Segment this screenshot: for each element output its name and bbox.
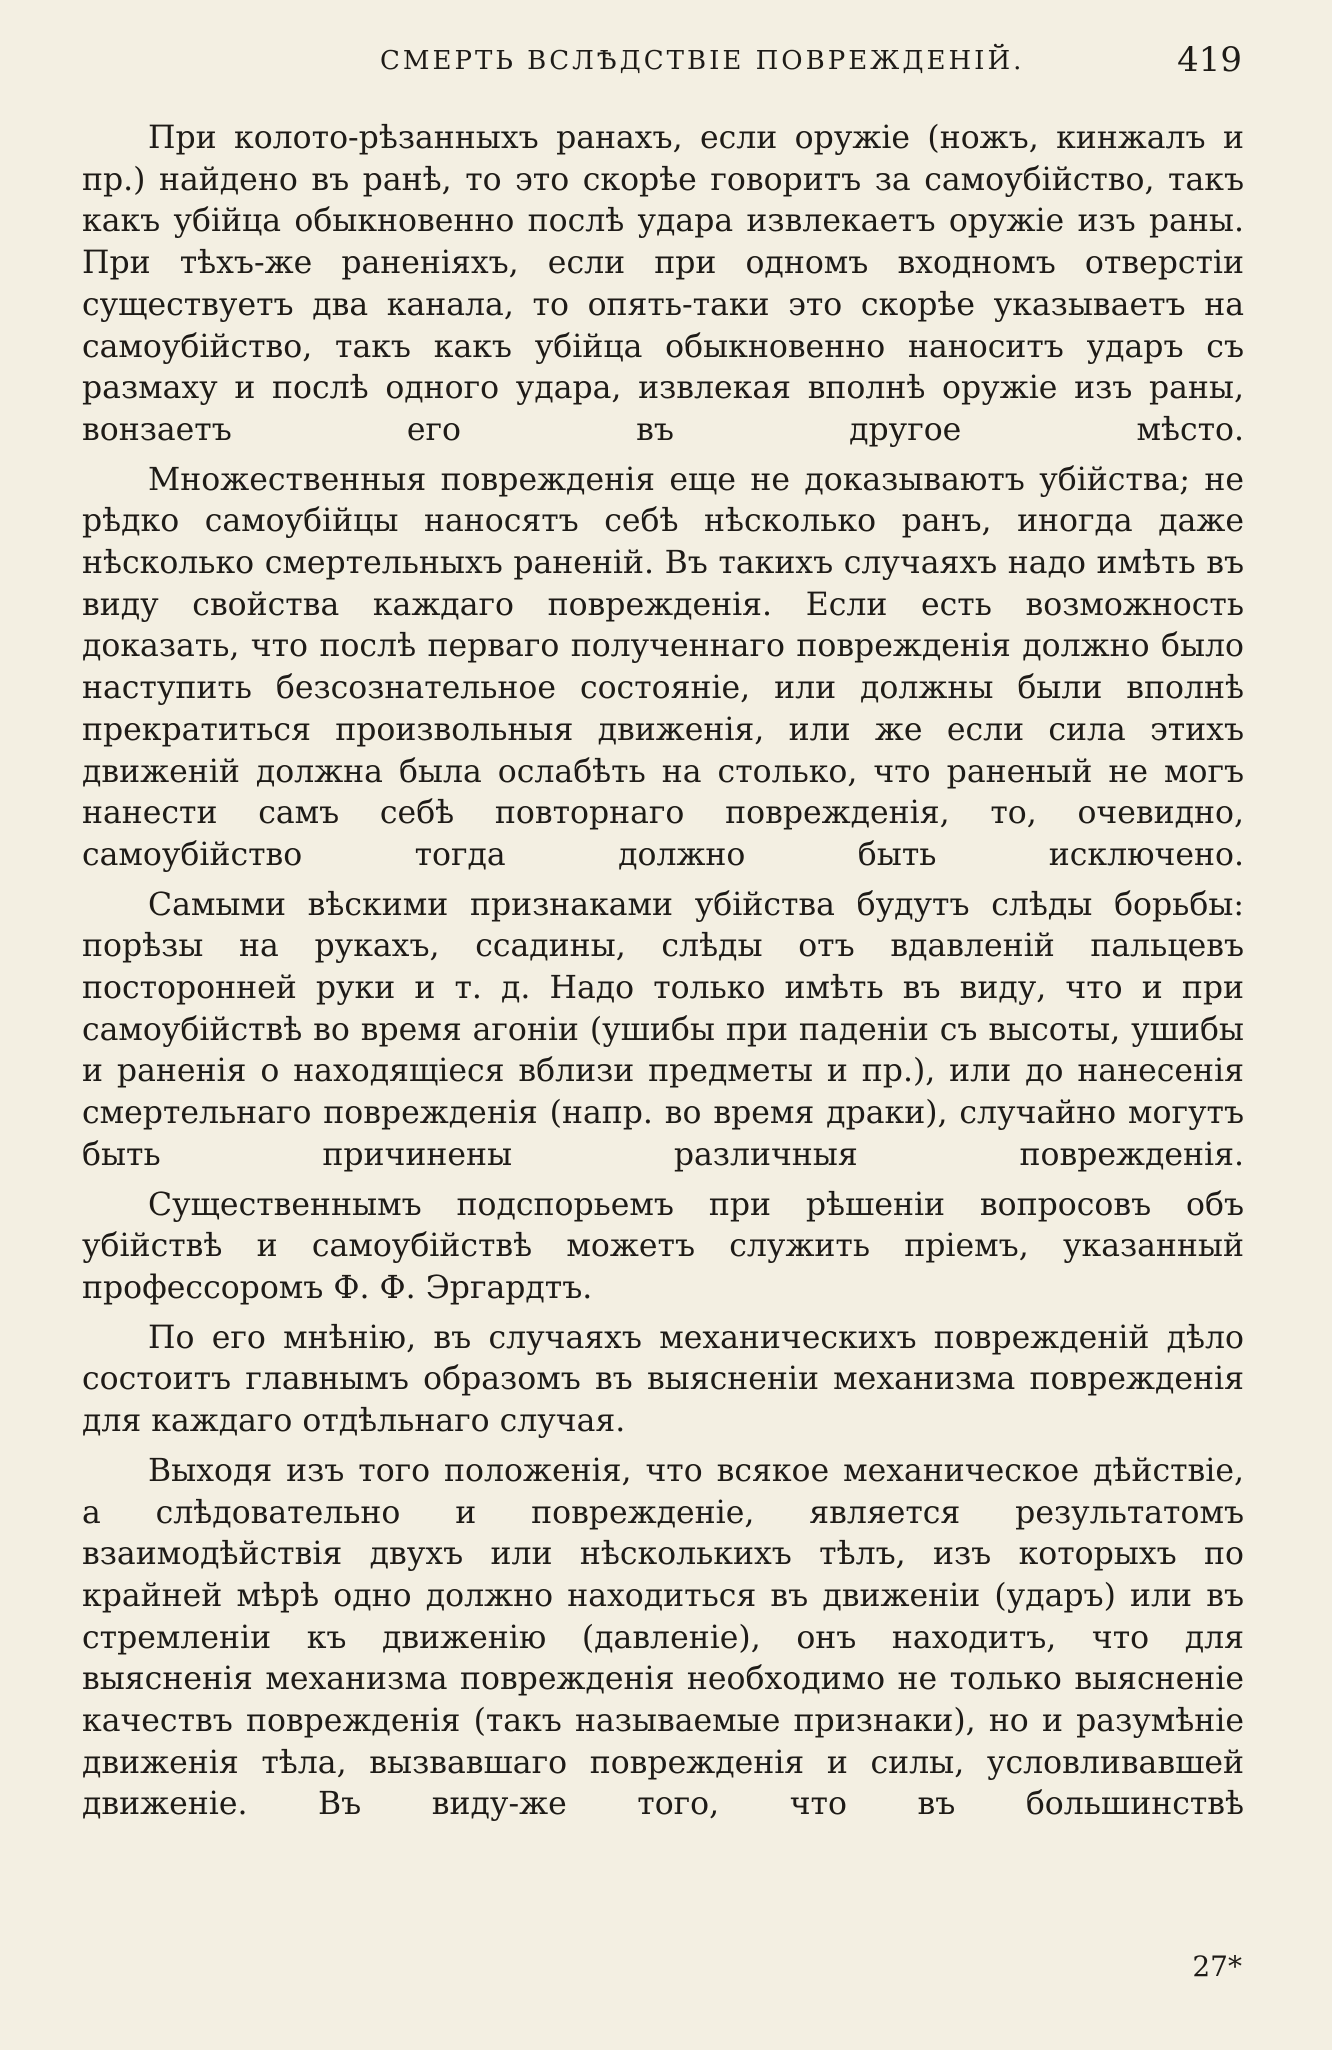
paragraph-multiple-injuries: Множественныя поврежденія еще не доказываютъ убійства; не рѣдко самоубійцы наносятъ себѣ нѣсколько ранъ, иногда даже нѣсколько смертельныхъ раненій. Въ такихъ случаяхъ надо имѣть въ виду свойства каждаго поврежденія. Если есть возможность доказать, что послѣ перваго полученнаго поврежденія должно было наступить безсознательное состояніе, или должны были вполнѣ прекратиться произвольныя движенія, или же если сила этихъ движеній должна была ослабѣть на столько, что раненый не могъ нанести самъ себѣ повторнаго поврежденія, то, очевидно, самоубійство тогда должно быть исключено. [82, 461, 1244, 873]
paragraph-erhardt-method: Существеннымъ подспорьемъ при рѣшеніи вопросовъ объ убійствѣ и самоубійствѣ можетъ служить пріемъ, указанный профессоромъ Ф. Ф. Эргардтъ. [82, 1186, 1244, 1306]
running-head [80, 38, 1242, 88]
paragraph-mechanical-action: Выходя изъ того положенія, что всякое механическое дѣйствіе, а слѣдовательно и поврежденіе, является результатомъ взаимодѣйствія двухъ или нѣсколькихъ тѣлъ, изъ которыхъ по крайней мѣрѣ одно должно находиться въ движеніи (ударъ) или въ стремленіи къ движенію (давленіе), онъ находитъ, что для выясненія механизма поврежденія необходимо не только выясненіе качествъ поврежденія (такъ называемые признаки), но и разумѣніе движенія тѣла, вызвавшаго поврежденія и силы, условливавшей движеніе. Въ виду-же того, что въ большинствѣ [82, 1452, 1244, 1823]
paragraph-stab-wounds: При колото-рѣзанныхъ ранахъ, если оружіе (ножъ, кинжалъ и пр.) найдено въ ранѣ, то это скорѣе говоритъ за самоубійство, такъ какъ убійца обыкновенно послѣ удара извлекаетъ оружіе изъ раны. При тѣхъ-же раненіяхъ, если при одномъ входномъ отверстіи существуетъ два канала, то опять-таки это скорѣе указываетъ на самоубійство, такъ какъ убійца обыкновенно наноситъ ударъ съ размаху и послѣ одного удара, извлекая вполнѣ оружіе изъ раны, вонзаетъ его въ другое мѣсто. [82, 120, 1244, 448]
paragraph-signs-of-murder: Самыми вѣскими признаками убійства будутъ слѣды борьбы: порѣзы на рукахъ, ссадины, слѣды отъ вдавленій пальцевъ посторонней руки и т. д. Надо только имѣть въ виду, что и при самоубійствѣ во время агоніи (ушибы при паденіи съ высоты, ушибы и раненія о находящіеся вблизи предметы и пр.), или до нанесенія смертельнаго поврежденія (напр. во время драки), случайно могутъ быть причинены различныя поврежденія. [82, 886, 1244, 1173]
page-body [82, 118, 1244, 1834]
running-title: СМЕРТЬ ВСЛѢДСТВІЕ ПОВРЕЖДЕНІЙ. [380, 46, 1025, 76]
signature-mark: 27* [1192, 1950, 1242, 1983]
paragraph-his-opinion: По его мнѣнію, въ случаяхъ механическихъ поврежденій дѣло состоитъ главнымъ образомъ въ выясненіи механизма поврежденія для каждаго отдѣльнаго случая. [82, 1319, 1244, 1440]
page-number: 419 [1177, 40, 1242, 80]
